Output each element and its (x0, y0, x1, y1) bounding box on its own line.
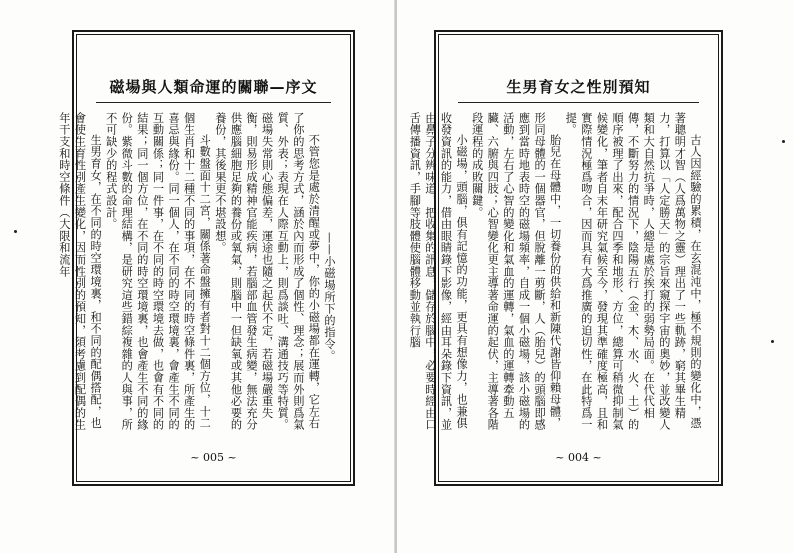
paragraph: ——小磁場所下的指令。 (323, 232, 336, 362)
speck-mark (771, 340, 774, 343)
page-number: ~ 005 ~ (190, 451, 237, 464)
right-page-body (408, 112, 703, 434)
left-page-frame (57, 30, 355, 486)
paragraph: 古人因經驗的累積，在玄混沌中，極不規則的變化中，憑著聰明才智（人爲萬物之靈）理出了一些軌跡，窮其畢生精力，打算以「人定勝天」的宗旨來窺探宇宙的奧妙，並改變人類和大自然抗爭時，人總是處於挨打的弱勢局面。在代代相傳，不斷努力的情況下，陰陽五行（金、木、水、火、土）的順序被理了出來，配合四季和地形、方位，總算可稍微抑制氣候變化，筆者自末年研究氣候至今，發現其準確度極高，且和實際情況極爲吻合，因而具有大爲推廣的迫切性，在此特爲一提。 (564, 112, 702, 431)
right-page-frame (408, 30, 723, 486)
left-title-rule (96, 102, 331, 103)
paragraph: 胎兒在母體中，一切養份的供給和新陳代謝皆仰賴母體，形同母體的一個器官，但脫離一剪斷，人（胎兒）的頭腦即感應到當時地表時空的磁場頻率，自成一個小磁場，該小磁場的活動，左右了心智的變化和氣血的運轉，氣血的運轉牽動五臟、六腑與四肢；心智變化更主導著命運的起伏，主導著各階段運程的成敗關鍵。 (470, 112, 562, 431)
page-number: ~ 004 ~ (555, 451, 602, 464)
paragraph: 小磁場，頭腦，俱有記憶的功能，更具有想像力，也兼俱收發資訊的能力，借由眼睛錄下影像，經由耳朵錄下資訊，並由鼻子分辨味道，把收集的訊息，儲存於腦中，必要時經由口舌傳播資訊，手腳等肢體使腦體移動並執行腦 (408, 112, 469, 431)
right-page-title: 生男育女之性別預知 (506, 78, 651, 96)
left-page-body (57, 112, 337, 434)
left-page-title: 磁場與人類命運的關聯—序文 (109, 78, 318, 96)
paragraph: 斗數盤面十二宮，關係著命盤擁有者對十二個方位，十二個生肖和十二種不同的事項，在不同的時空條件裏，所產生的喜忌與緣份。同一個人，在不同的時空環境裏，會產生不同的互動關係；同一件事，在不同的時空環境去做，也會有不同的結果；同一個方位，在不同的時空環境裏，也會產生不同的緣份。紫微斗數的命理結構，是研究這些錯綜複雜的人與事，所不可缺少的程式設計。 (104, 112, 212, 431)
left-page (0, 0, 396, 553)
speck-mark (782, 140, 785, 143)
paragraph: 不管您是處於清醒或夢中，你的小磁場都在運轉，它左右了你的思考方式，涵於內而形成了個性、理念；展而外則爲氣質、外表；表現在人際互動上，則爲談吐、溝通技巧等特質。磁場失常則心態偏差，運途也隨之起伏不定，若磁場嚴重失衡，則易形成精神官能疾病，若腦部血管發生病變，無法充分供應腦細胞足夠的養份或氧氣，則腦中一但缺氧或其他必要的養份，其後果更不堪設想。 (213, 112, 321, 431)
paragraph: 生男育女，在不同的時空環境裏，和不同的配偶搭配，也會使生育性別產生變化，因而性別的預知，須考慮到配偶的生年干支和時空條件（大限和流年 (57, 112, 103, 431)
speck-mark (14, 230, 17, 233)
right-page (397, 0, 793, 553)
right-title-rule (458, 102, 699, 103)
